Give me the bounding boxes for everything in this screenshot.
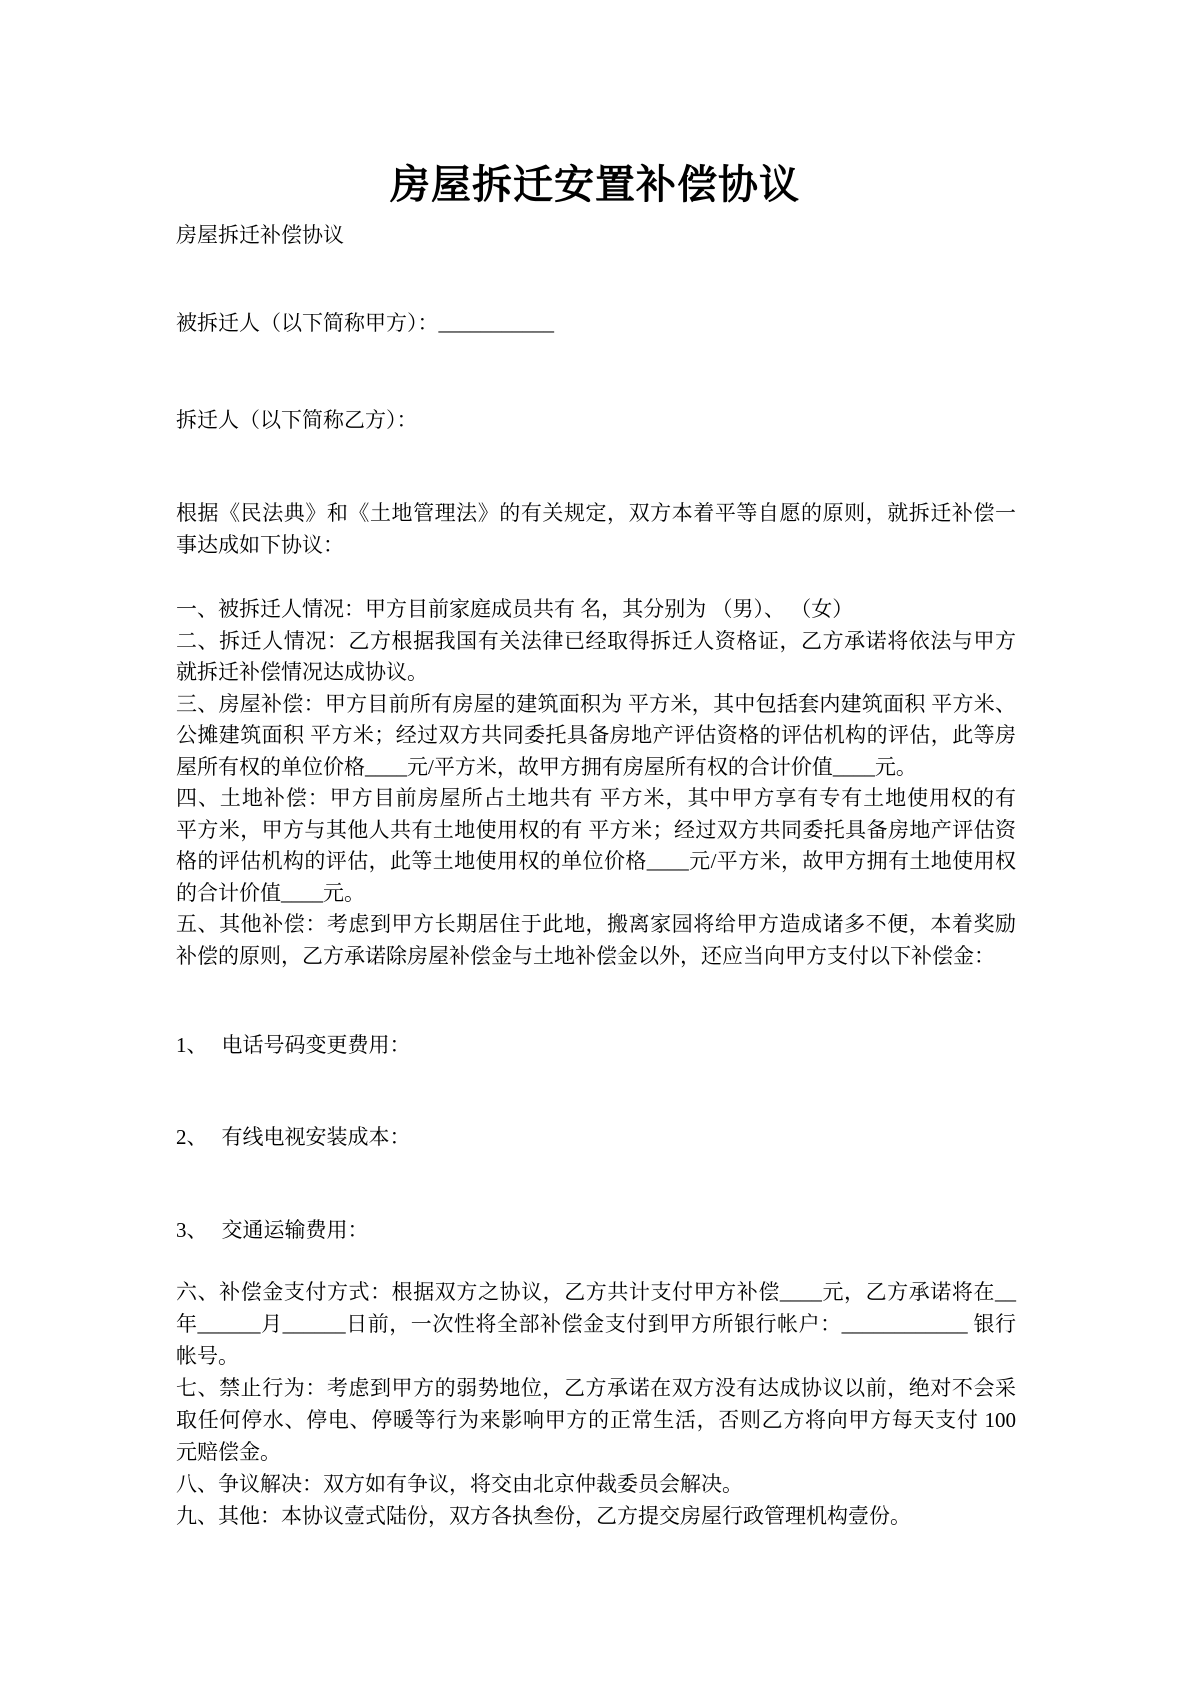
fee-item-1 (176, 1029, 1016, 1061)
party-a-label: 被拆迁人（以下简称甲方）： (176, 311, 439, 335)
party-b-line (176, 404, 1016, 436)
clause-3-line-1: 三、房屋补偿：甲方目前所有房屋的建筑面积为 平方米，其中包括套内建筑面积 平方米、 (176, 691, 1016, 716)
clause-5-line-1: 五、其他补偿：考虑到甲方长期居住于此地，搬离家园将给甲方造成诸多不便，本着奖励 (176, 912, 1016, 936)
clause-5-line-2: 补偿的原则，乙方承诺除房屋补偿金与土地补偿金以外，还应当向甲方支付以下补偿金： (176, 943, 995, 968)
party-b-label: 拆迁人（以下简称乙方）： (176, 408, 418, 432)
document-subtitle: 房屋拆迁补偿协议 (176, 223, 344, 247)
clause-7-line-3: 元赔偿金。 (176, 1440, 281, 1464)
document-title: 房屋拆迁安置补偿协议 (390, 162, 800, 207)
fee-item-3 (176, 1214, 1016, 1246)
clause-4-line-1: 四、土地补偿：甲方目前房屋所占土地共有 平方米，其中甲方享有专有土地使用权的有 (176, 786, 1016, 810)
clause-6-line-2: 年______月______日前，一次性将全部补偿金支付到甲方所银行帐户：____________ 银行 (176, 1312, 1016, 1336)
party-a-line (176, 307, 1016, 339)
fee-item-2-label: 有线电视安装成本： (221, 1125, 411, 1149)
clause-4-line-4: 的合计价值____元。 (176, 880, 365, 905)
clause-7-line-1: 七、禁止行为：考虑到甲方的弱势地位，乙方承诺在双方没有达成协议以前，绝对不会采 (176, 1376, 1016, 1400)
fee-item-3-number: 3、 (176, 1218, 208, 1242)
fee-item-2 (176, 1121, 1016, 1153)
clause-8-line-1: 八、争议解决：双方如有争议，将交由北京仲裁委员会解决。 (176, 1472, 743, 1496)
fee-item-3-label: 交通运输费用： (221, 1218, 369, 1242)
clause-9-line-1: 九、其他：本协议壹式陆份，双方各执叁份，乙方提交房屋行政管理机构壹份。 (176, 1504, 911, 1528)
preamble (176, 497, 1016, 561)
clause-6-line-3: 帐号。 (176, 1344, 239, 1368)
clause-1-line-1: 一、被拆迁人情况：甲方目前家庭成员共有 名，其分别为 （男）、 （女） (176, 597, 854, 621)
clauses-six-to-nine (176, 1276, 1016, 1532)
party-a-blank: ___________ (438, 311, 554, 335)
clause-7-line-2: 取任何停水、停电、停暖等行为来影响甲方的正常生活，否则乙方将向甲方每天支付 100 (176, 1408, 1016, 1432)
clause-3-line-3: 屋所有权的单位价格____元/平方米，故甲方拥有房屋所有权的合计价值____元。 (176, 754, 917, 779)
clause-2-line-2: 就拆迁补偿情况达成协议。 (176, 660, 428, 684)
fee-item-1-label: 电话号码变更费用： (221, 1033, 411, 1057)
preamble-line-1: 根据《民法典》和《土地管理法》的有关规定，双方本着平等自愿的原则，就拆迁补偿一 (176, 501, 1016, 525)
clause-6-line-1: 六、补偿金支付方式：根据双方之协议，乙方共计支付甲方补偿____元，乙方承诺将在__ (176, 1280, 1016, 1304)
clause-4-line-2: 平方米，甲方与其他人共有土地使用权的有 平方米；经过双方共同委托具备房地产评估资 (176, 817, 1016, 842)
fee-item-2-number: 2、 (176, 1125, 208, 1149)
clause-2-line-1: 二、拆迁人情况：乙方根据我国有关法律已经取得拆迁人资格证，乙方承诺将依法与甲方 (176, 628, 1016, 653)
fee-item-1-number: 1、 (176, 1033, 208, 1057)
clauses-one-to-five (176, 594, 1016, 972)
clause-3-line-2: 公摊建筑面积 平方米；经过双方共同委托具备房地产评估资格的评估机构的评估，此等房 (176, 723, 1016, 747)
preamble-line-2: 事达成如下协议： (176, 533, 344, 557)
clause-4-line-3: 格的评估机构的评估，此等土地使用权的单位价格____元/平方米，故甲方拥有土地使用权 (176, 849, 1016, 873)
